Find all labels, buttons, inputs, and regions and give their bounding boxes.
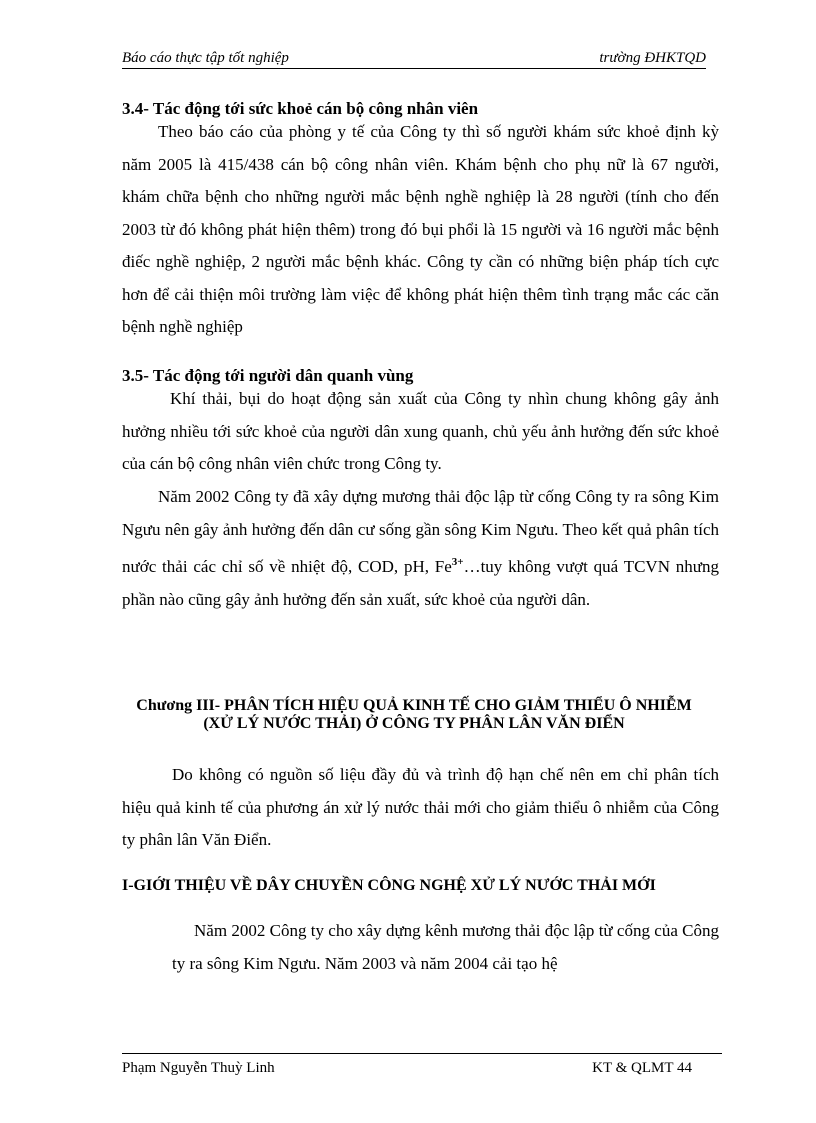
section-3-5-paragraph-1: Khí thải, bụi do hoạt động sản xuất của Công ty nhìn chung không gây ảnh hưởng nhiều tới sức khoẻ của người dân xung quanh, chủ yếu ảnh hưởng đến sức khoẻ của cán bộ công nhân viên chức trong Công ty. bbox=[122, 389, 719, 473]
footer-author: Phạm Nguyễn Thuỳ Linh bbox=[122, 1060, 275, 1076]
footer-divider bbox=[122, 1053, 722, 1054]
section-3-4-heading: 3.4- Tác động tới sức khoẻ cán bộ công nhân viên bbox=[122, 99, 479, 118]
paragraph-2-text-b: …tuy không vượt quá TCVN nhưng phần nào cũng gây ảnh hưởng đến sản xuất, sức khoẻ của người dân. bbox=[122, 557, 719, 609]
section-3-5-heading: 3.5- Tác động tới người dân quanh vùng bbox=[122, 366, 414, 385]
iron-ion-superscript: 3+ bbox=[451, 556, 464, 568]
header-report-title: Báo cáo thực tập tốt nghiệp bbox=[122, 50, 289, 66]
section-3-5-paragraph-2 bbox=[122, 481, 719, 616]
page-header bbox=[122, 50, 706, 69]
paragraph-2-text-a: Năm 2002 Công ty đã xây dựng mương thải độc lập từ cống Công ty ra sông Kim Ngưu nên gây ảnh hưởng đến dân cư sống gần sông Kim Ngưu. Theo kết quả phân tích nước thải các chỉ số về nhiệt độ, COD, pH, Fe bbox=[122, 487, 719, 576]
chapter-3-intro-paragraph: Do không có nguồn số liệu đầy đủ và trình độ hạn chế nên em chỉ phân tích hiệu quả kinh tế của phương án xử lý nước thải mới cho giảm thiểu ô nhiễm của Công ty phân lân Văn Điển. bbox=[122, 765, 719, 849]
section-1-paragraph: Năm 2002 Công ty cho xây dựng kênh mương thải độc lập từ cống của Công ty ra sông Kim Ngưu. Năm 2003 và năm 2004 cải tạo hệ bbox=[172, 921, 719, 973]
header-university: trường ĐHKTQD bbox=[599, 50, 706, 66]
section-3-4-paragraph: Theo báo cáo của phòng y tế của Công ty thì số người khám sức khoẻ định kỳ năm 2005 là 415/438 cán bộ công nhân viên. Khám bệnh cho phụ nữ là 67 người, khám chữa bệnh cho những người mắc bệnh nghề nghiệp là 28 người (tính cho đến 2003 từ đó không phát hiện thêm) trong đó bụi phổi là 15 người và 16 người mắc bệnh điếc nghề nghiệp, 2 người mắc bệnh khác. Công ty cần có những biện pháp tích cực hơn để cải thiện môi trường làm việc để không phát hiện thêm tình trạng mắc các căn bệnh nghề nghiệp bbox=[122, 122, 719, 336]
chapter-3-title: Chương III- PHÂN TÍCH HIỆU QUẢ KINH TẾ CHO GIẢM THIỂU Ô NHIỄM (XỬ LÝ NƯỚC THẢI) Ở CÔNG TY PHÂN LÂN VĂN ĐIỂN bbox=[136, 697, 692, 732]
footer-class: KT & QLMT 44 bbox=[592, 1060, 692, 1076]
section-1-title: I-GIỚI THIỆU VỀ DÂY CHUYỀN CÔNG NGHỆ XỬ LÝ NƯỚC THẢI MỚI bbox=[122, 877, 656, 894]
